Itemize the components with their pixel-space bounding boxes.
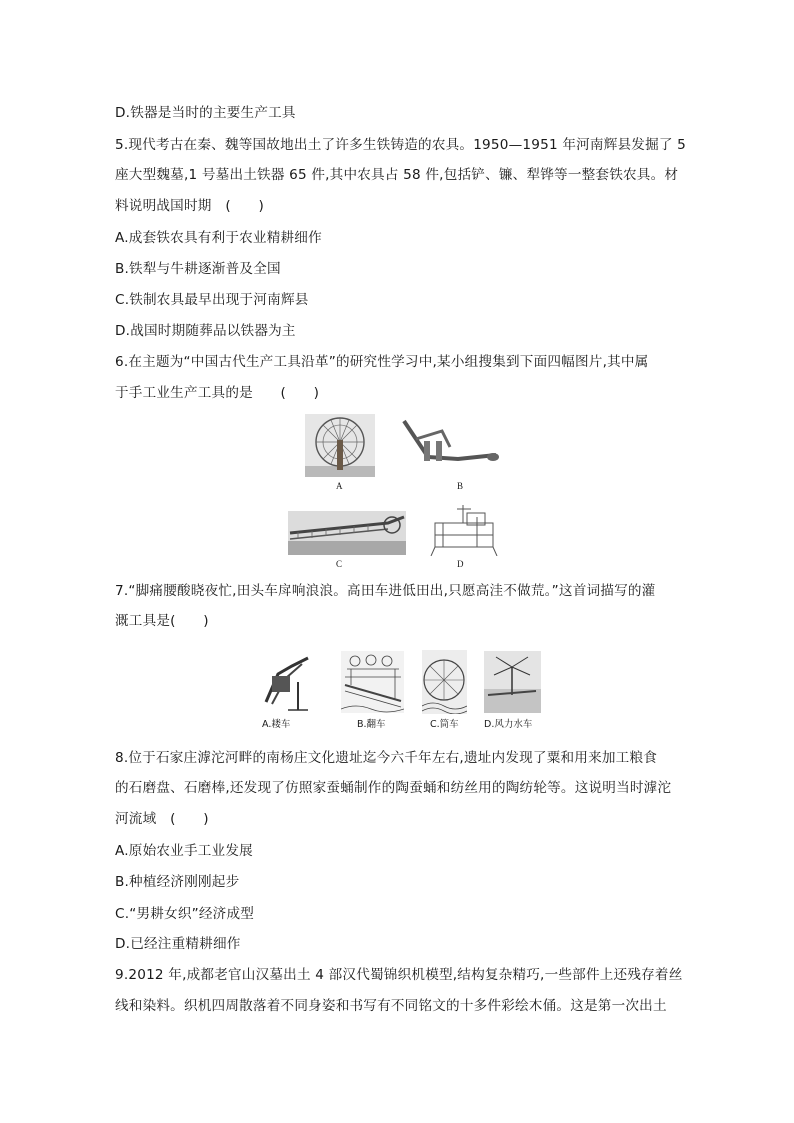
q6-figure-a-waterwheel bbox=[305, 414, 375, 477]
q5-option-a: A.成套铁农具有利于农业精耕细作 bbox=[115, 230, 322, 246]
q7-caption-a: A.耧车 bbox=[262, 719, 291, 730]
q7-caption-b: B.翻车 bbox=[357, 719, 386, 730]
q6-caption-b: B bbox=[457, 481, 464, 491]
q7-figure-b-square-pallet-pump bbox=[341, 651, 404, 713]
q7-stem-line-2: 溉工具是( ) bbox=[115, 613, 209, 629]
q5-stem-line-3: 料说明战国时期 ( ) bbox=[115, 198, 264, 214]
q5-stem-line-1: 5.现代考古在秦、魏等国故地出土了许多生铁铸造的农具。1950—1951 年河南辉县发掘了 5 bbox=[115, 137, 687, 153]
q8-stem-line-2: 的石磨盘、石磨棒,还发现了仿照家蚕蛹制作的陶蚕蛹和纺丝用的陶纺轮等。这说明当时滹沱 bbox=[115, 780, 672, 796]
q9-stem-line-2: 线和染料。织机四周散落着不同身姿和书写有不同铭文的十多件彩绘木俑。这是第一次出土 bbox=[115, 998, 667, 1014]
q5-option-c: C.铁制农具最早出现于河南辉县 bbox=[115, 292, 309, 308]
q8-option-c: C.“男耕女织”经济成型 bbox=[115, 906, 255, 922]
q8-stem-line-3: 河流域 ( ) bbox=[115, 811, 209, 827]
q8-stem-line-1: 8.位于石家庄滹沱河畔的南杨庄文化遗址迄今六千年左右,遗址内发现了粟和用来加工粮食 bbox=[115, 750, 658, 766]
q7-stem-line-1: 7.“脚痛腰酸晓夜忙,田头车戽响浪浪。高田车进低田出,只愿高洼不做荒。”这首词描写的灌 bbox=[115, 583, 656, 599]
q9-stem-line-1: 9.2012 年,成都老官山汉墓出土 4 部汉代蜀锦织机模型,结构复杂精巧,一些部件上还残存着丝 bbox=[115, 967, 683, 983]
q8-option-b: B.种植经济刚刚起步 bbox=[115, 874, 240, 890]
q6-figure-b-plough bbox=[398, 417, 502, 474]
q7-caption-d: D.风力水车 bbox=[484, 719, 533, 730]
q5-stem-line-2: 座大型魏墓,1 号墓出土铁器 65 件,其中农具占 58 件,包括铲、镰、犁铧等一整套铁农具。材 bbox=[115, 167, 679, 183]
q6-stem-line-1: 6.在主题为“中国古代生产工具沿革”的研究性学习中,某小组搜集到下面四幅图片,其中属 bbox=[115, 354, 649, 370]
q8-option-d: D.已经注重精耕细作 bbox=[115, 936, 241, 952]
q7-figure-a-seed-drill bbox=[258, 652, 318, 712]
q6-caption-c: C bbox=[336, 559, 343, 569]
q6-figure-d-loom bbox=[427, 503, 502, 556]
q7-figure-c-noria bbox=[422, 650, 467, 714]
q6-figure-c-chain-pump bbox=[288, 511, 406, 555]
q7-caption-c: C.筒车 bbox=[430, 719, 459, 730]
q4-option-d: D.铁器是当时的主要生产工具 bbox=[115, 105, 296, 121]
q6-caption-a: A bbox=[336, 481, 343, 491]
q7-figure-d-windmill-pump bbox=[484, 651, 541, 713]
q8-option-a: A.原始农业手工业发展 bbox=[115, 843, 253, 859]
q5-option-b: B.铁犁与牛耕逐渐普及全国 bbox=[115, 261, 281, 277]
q6-stem-line-2: 于手工业生产工具的是 ( ) bbox=[115, 385, 320, 401]
q6-caption-d: D bbox=[457, 559, 464, 569]
q5-option-d: D.战国时期随葬品以铁器为主 bbox=[115, 323, 296, 339]
